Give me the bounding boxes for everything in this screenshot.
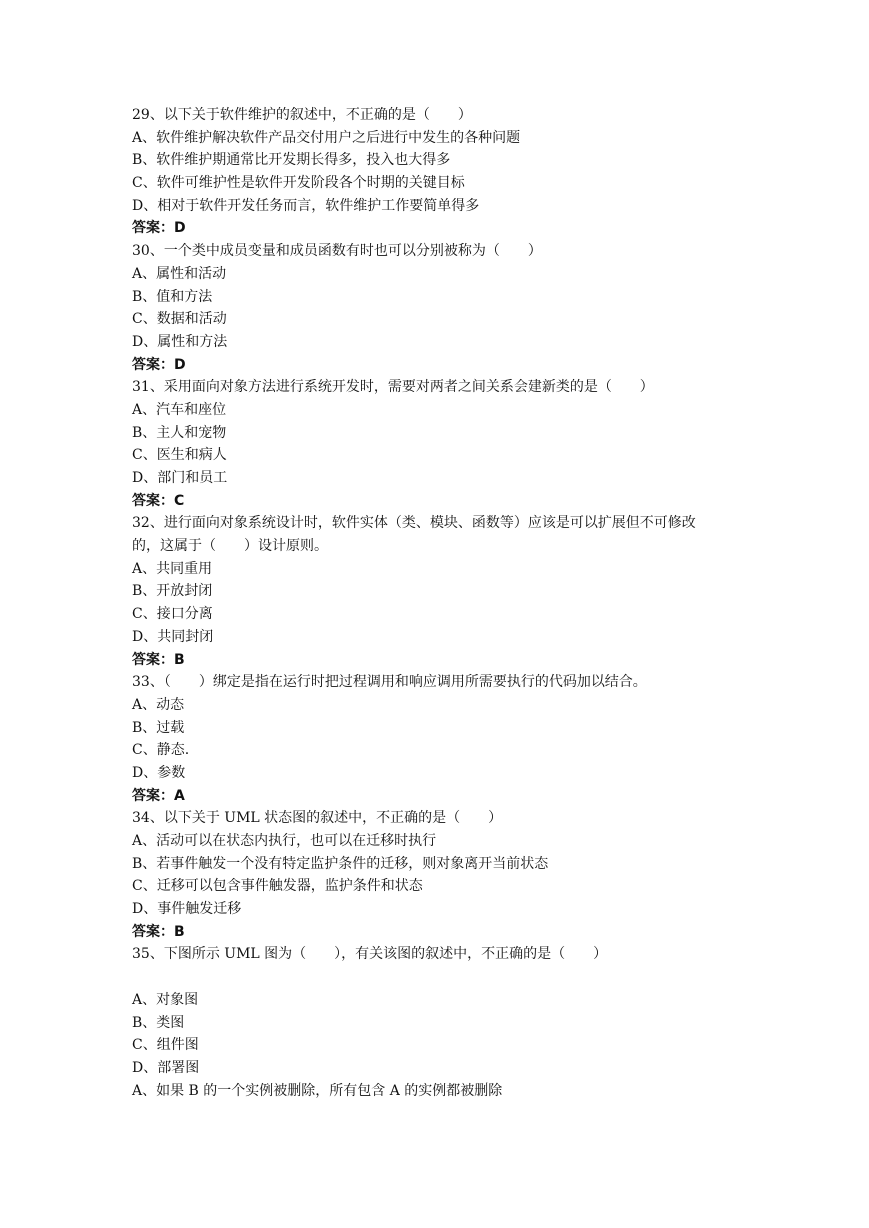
option-d: D、相对于软件开发任务而言，软件维护工作要简单得多: [132, 197, 480, 214]
option-c: C、软件可维护性是软件开发阶段各个时期的关键目标: [132, 175, 465, 192]
option-b: B、主人和宠物: [132, 424, 227, 441]
answer-line: 答案：B: [132, 651, 185, 668]
option-a: A、动态: [132, 696, 185, 713]
option-a-second-question: A、如果 B 的一个实例被删除，所有包含 A 的实例都被删除: [132, 1082, 503, 1099]
option-d: D、参数: [132, 764, 186, 781]
question-list: [132, 104, 752, 1102]
option-d: D、部门和员工: [132, 470, 228, 486]
question-stem: 35、下图所示 UML 图为（ ），有关该图的叙述中，不正确的是（ ）: [132, 946, 608, 963]
option-a: A、属性和活动: [132, 265, 227, 282]
option-a: A、软件维护解决软件产品交付用户之后进行中发生的各种问题: [132, 129, 521, 146]
question-stem: 31、采用面向对象方法进行系统开发时，需要对两者之间关系会建新类的是（ ）: [132, 379, 654, 396]
option-d: D、共同封闭: [132, 628, 214, 645]
answer-line: 答案：D: [132, 220, 186, 237]
option-c: C、组件图: [132, 1037, 199, 1054]
option-a: A、汽车和座位: [132, 401, 227, 418]
option-a: A、共同重用: [132, 560, 213, 577]
option-b: B、值和方法: [132, 288, 213, 305]
option-b: B、过载: [132, 719, 185, 736]
answer-line: 答案：D: [132, 356, 186, 373]
option-b: B、开放封闭: [132, 583, 213, 600]
option-b: B、软件维护期通常比开发期长得多，投入也大得多: [132, 152, 451, 169]
figure-gap: [132, 966, 752, 989]
option-d: D、部署图: [132, 1059, 200, 1076]
question-stem-continued: 的，这属于（ ）设计原则。: [132, 538, 328, 555]
option-c: C、数据和活动: [132, 311, 227, 328]
question-stem: 33、（ ）绑定是指在运行时把过程调用和响应调用所需要执行的代码加以结合。: [132, 674, 647, 691]
option-b: B、类图: [132, 1014, 185, 1031]
option-a: A、对象图: [132, 991, 199, 1008]
option-c: C、接口分离: [132, 606, 213, 623]
question-stem: 32、进行面向对象系统设计时，软件实体（类、模块、函数等）应该是可以扩展但不可修改: [132, 515, 696, 532]
question-stem: 34、以下关于 UML 状态图的叙述中，不正确的是（ ）: [132, 810, 503, 827]
option-c: C、医生和病人: [132, 447, 227, 464]
option-c: C、迁移可以包含事件触发器，监护条件和状态: [132, 878, 423, 895]
answer-line: 答案：C: [132, 492, 185, 509]
question-stem: 30、一个类中成员变量和成员函数有时也可以分别被称为（ ）: [132, 243, 542, 260]
answer-line: 答案：B: [132, 923, 185, 940]
option-c: C、静态.: [132, 742, 190, 759]
option-d: D、事件触发迁移: [132, 901, 242, 918]
question-stem: 29、以下关于软件维护的叙述中，不正确的是（ ）: [132, 107, 472, 123]
option-b: B、若事件触发一个没有特定监护条件的迁移，则对象离开当前状态: [132, 855, 549, 872]
answer-line: 答案：A: [132, 787, 185, 804]
option-a: A、活动可以在状态内执行，也可以在迁移时执行: [132, 833, 437, 849]
option-d: D、属性和方法: [132, 333, 228, 350]
